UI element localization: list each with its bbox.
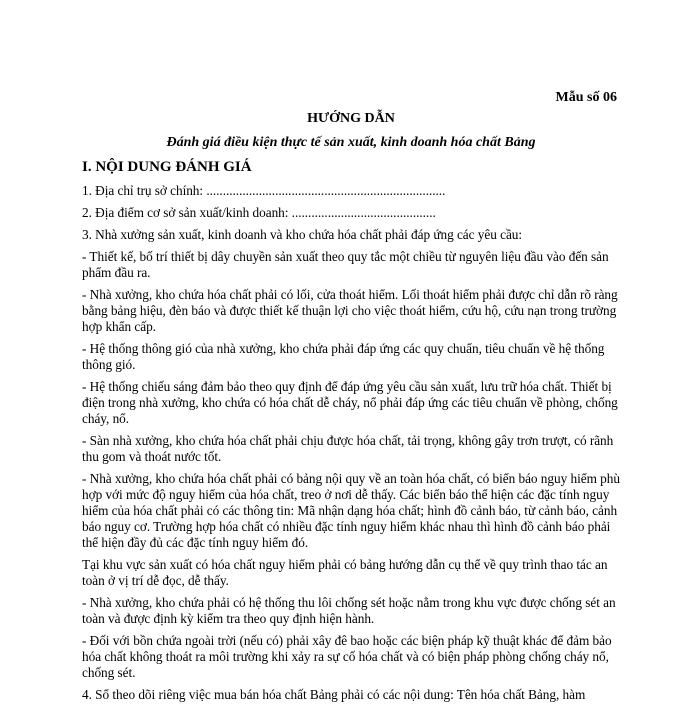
paragraph-facility-location: 2. Địa điểm cơ sở sản xuất/kinh doanh: ............................................ — [82, 205, 436, 220]
document-subtitle: Đánh giá điều kiện thực tế sản xuất, kinh doanh hóa chất Bảng — [166, 135, 536, 150]
paragraph-warning-signs: - Nhà xưởng, kho chứa hóa chất phải có bảng nội quy về an toàn hóa chất, có biển báo nguy hiểm phù hợp với mức độ nguy hiểm của hóa chất, treo ở nơi dễ thấy. Các biển báo thể hiện các đặc tính nguy hiểm của hóa chất phải có các thông tin: Mã nhận dạng hóa chất; hình đồ cảnh báo, từ cảnh báo, cảnh báo nguy cơ. Trường hợp hóa chất có nhiều đặc tính nguy hiểm khác nhau thì hình đồ cảnh báo phải thể hiện đầy đủ các đặc tính nguy hiểm đó. — [82, 471, 620, 550]
paragraph-outdoor-tanks: - Đối với bồn chứa ngoài trời (nếu có) phải xây đê bao hoặc các biện pháp kỹ thuật khác để đảm bảo hóa chất không thoát ra môi trường khi xảy ra sự cố hóa chất và có biện pháp phòng chống cháy nổ, chống sét. — [82, 633, 612, 680]
document-title: HƯỚNG DẪN — [307, 111, 395, 126]
paragraph-tracking-book: 4. Sổ theo dõi riêng việc mua bán hóa chất Bảng phải có các nội dung: Tên hóa chất Bảng, hàm — [82, 687, 586, 702]
paragraph-floor: - Sàn nhà xưởng, kho chứa hóa chất phải chịu được hóa chất, tải trọng, không gây trơn trượt, có rãnh thu gom và thoát nước tốt. — [82, 433, 614, 464]
paragraph-head-office-address: 1. Địa chỉ trụ sở chính: ......................................................................... — [82, 183, 446, 198]
paragraph-emergency-exits: - Nhà xưởng, kho chứa hóa chất phải có lối, cửa thoát hiểm. Lối thoát hiểm phải được chỉ dẫn rõ ràng bằng bảng hiệu, đèn báo và được thiết kế thuận lợi cho việc thoát hiểm, cứu hộ, cứu nạn trong trường hợp khẩn cấp. — [82, 287, 618, 334]
paragraph-ventilation: - Hệ thống thông gió của nhà xưởng, kho chứa phải đáp ứng các quy chuẩn, tiêu chuẩn về hệ thống thông gió. — [82, 341, 605, 372]
paragraph-operating-instructions: Tại khu vực sản xuất có hóa chất nguy hiểm phải có bảng hướng dẫn cụ thể về quy trình thao tác an toàn ở vị trí dễ đọc, dễ thấy. — [82, 557, 608, 588]
paragraph-requirements-intro: 3. Nhà xưởng sản xuất, kinh doanh và kho chứa hóa chất phải đáp ứng các yêu cầu: — [82, 227, 523, 242]
paragraph-production-layout: - Thiết kế, bố trí thiết bị dây chuyền sản xuất theo quy tắc một chiều từ nguyên liệu đầu vào đến sản phẩm đầu ra. — [82, 249, 609, 280]
form-number: Mẫu số 06 — [555, 90, 617, 105]
paragraph-lightning-protection: - Nhà xưởng, kho chứa phải có hệ thống thu lôi chống sét hoặc nằm trong khu vực được chống sét an toàn và được định kỳ kiểm tra theo quy định hiện hành. — [82, 595, 616, 626]
section-heading: I. NỘI DUNG ĐÁNH GIÁ — [82, 159, 252, 175]
paragraph-lighting: - Hệ thống chiếu sáng đảm bảo theo quy định để đáp ứng yêu cầu sản xuất, lưu trữ hóa chất. Thiết bị điện trong nhà xưởng, kho chứa có hóa chất dễ cháy, nổ phải đáp ứng các tiêu chuẩn về phòng, chống cháy, nổ. — [82, 379, 618, 426]
document-body — [82, 110, 620, 709]
